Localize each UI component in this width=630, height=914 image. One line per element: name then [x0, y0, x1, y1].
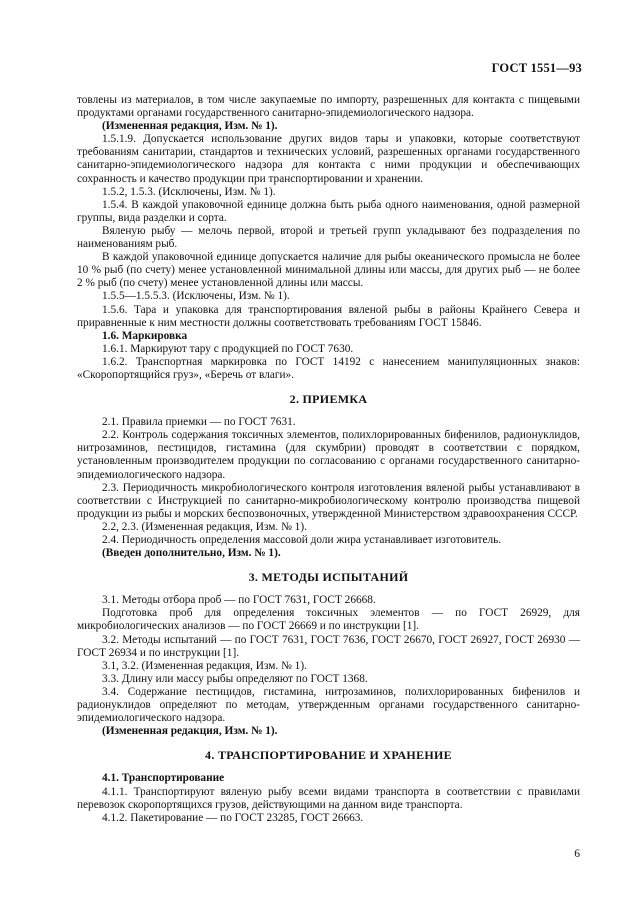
paragraph: 3.2. Методы испытаний — по ГОСТ 7631, ГОСТ 7636, ГОСТ 26670, ГОСТ 26927, ГОСТ 26930 — ГОСТ 26934 и по инструкции [1].: [77, 633, 580, 659]
paragraph: Вяленую рыбу — мелочь первой, второй и третьей групп укладывают без подразделения по наименованиям рыб.: [77, 224, 580, 251]
paragraph: 3.1. Методы отбора проб — по ГОСТ 7631, ГОСТ 26668.: [102, 594, 376, 607]
amendment-note: (Введен дополнительно, Изм. № 1).: [102, 547, 281, 560]
paragraph: 4.1.1. Транспортируют вяленую рыбу всеми видами транспорта в соответствии с правилами перевозок скоропортящихся грузов, действующими на данном виде транспорта.: [77, 785, 580, 811]
paragraph: 3.4. Содержание пестицидов, гистамина, нитрозаминов, полихлорированных бифенилов и радионуклидов определяют по методам, утвержденным органами государственного санитарно-эпидемиологического надзора.: [77, 685, 580, 725]
paragraph: 1.5.2, 1.5.3. (Исключены, Изм. № 1).: [102, 185, 276, 198]
paragraph: 1.5.4. В каждой упаковочной единице должна быть рыба одного наименования, одной размерной группы, вида разделки и сорта.: [77, 198, 580, 224]
paragraph: 2.3. Периодичность микробиологического контроля изготовления вяленой рыбы устанавливают в соответствии с Инструкцией по санитарно-микробиологическому контролю производства пищевой продукции из рыбы и морских беспозвоночных, утвержденной Министерством здравоохранения СССР.: [77, 481, 580, 520]
page-number: 6: [574, 848, 580, 860]
paragraph: 1.5.5—1.5.5.3. (Исключены, Изм. № 1).: [102, 290, 290, 303]
paragraph: 2.4. Периодичность определения массовой доли жира устанавливает изготовитель.: [102, 534, 502, 546]
amendment-note: (Измененная редакция, Изм. № 1).: [102, 725, 278, 738]
paragraph: Подготовка проб для определения токсичных элементов — по ГОСТ 26929, для микробиологических анализов — по ГОСТ 26669 и по инструкции [1].: [77, 607, 580, 633]
section-title: 3. МЕТОДЫ ИСПЫТАНИЙ: [248, 570, 409, 585]
section-title: 2. ПРИЕМКА: [289, 392, 368, 407]
document-code: ГОСТ 1551—93: [491, 61, 582, 75]
subsection-heading: 1.6. Маркировка: [102, 329, 188, 342]
paragraph: 2.2. Контроль содержания токсичных элементов, полихлорированных бифенилов, радионуклидов, нитрозаминов, пестицидов, гистамина (для скумбрии) проводят в соответствии с порядком, установленным производителем продукции по согласованию с органами государственного санитарно-эпидемиологического надзора.: [77, 429, 580, 481]
paragraph: 1.5.6. Тара и упаковка для транспортирования вяленой рыбы в районы Крайнего Севера и приравненные к ним местности должны соответствовать требованиям ГОСТ 15846.: [77, 303, 580, 329]
paragraph: 3.1, 3.2. (Измененная редакция, Изм. № 1).: [102, 659, 307, 672]
paragraph: 1.5.1.9. Допускается использование других видов тары и упаковки, которые соответствуют требованиям санитарии, стандартов и технических условий, разрешенных органами государственного санитарно-эпидемиологического надзора для контакта с ними продукции и обеспечивающих сохранность и качество продукции при транспортировании и хранении.: [77, 133, 580, 185]
section-title: 4. ТРАНСПОРТИРОВАНИЕ И ХРАНЕНИЕ: [205, 748, 452, 763]
paragraph: 2.1. Правила приемки — по ГОСТ 7631.: [102, 416, 296, 429]
paragraph: товлены из материалов, в том числе закупаемые по импорту, разрешенных для контакта с пищевыми продуктами органами государственного санитарно-эпидемиологического надзора.: [77, 94, 580, 120]
document-body: [77, 94, 580, 825]
paragraph: 2.2, 2.3. (Измененная редакция, Изм. № 1).: [102, 520, 307, 533]
paragraph: В каждой упаковочной единице допускается наличие для рыбы океанического промысла не более 10 % рыб (по счету) менее установленной минимальной длины или массы, для других рыб — не более 2 % рыб (по счету) менее установленной длины или массы.: [77, 251, 580, 290]
amendment-note: (Измененная редакция, Изм. № 1).: [102, 120, 278, 133]
paragraph: 1.6.2. Транспортная маркировка по ГОСТ 14192 с нанесением манипуляционных знаков: «Скоропортящийся груз», «Беречь от влаги».: [77, 355, 580, 381]
paragraph: 1.6.1. Маркируют тару с продукцией по ГОСТ 7630.: [102, 342, 354, 355]
paragraph: 3.3. Длину или массу рыбы определяют по ГОСТ 1368.: [102, 672, 368, 685]
paragraph: 4.1.2. Пакетирование — по ГОСТ 23285, ГОСТ 26663.: [102, 811, 364, 824]
subsection-heading: 4.1. Транспортирование: [102, 772, 225, 785]
